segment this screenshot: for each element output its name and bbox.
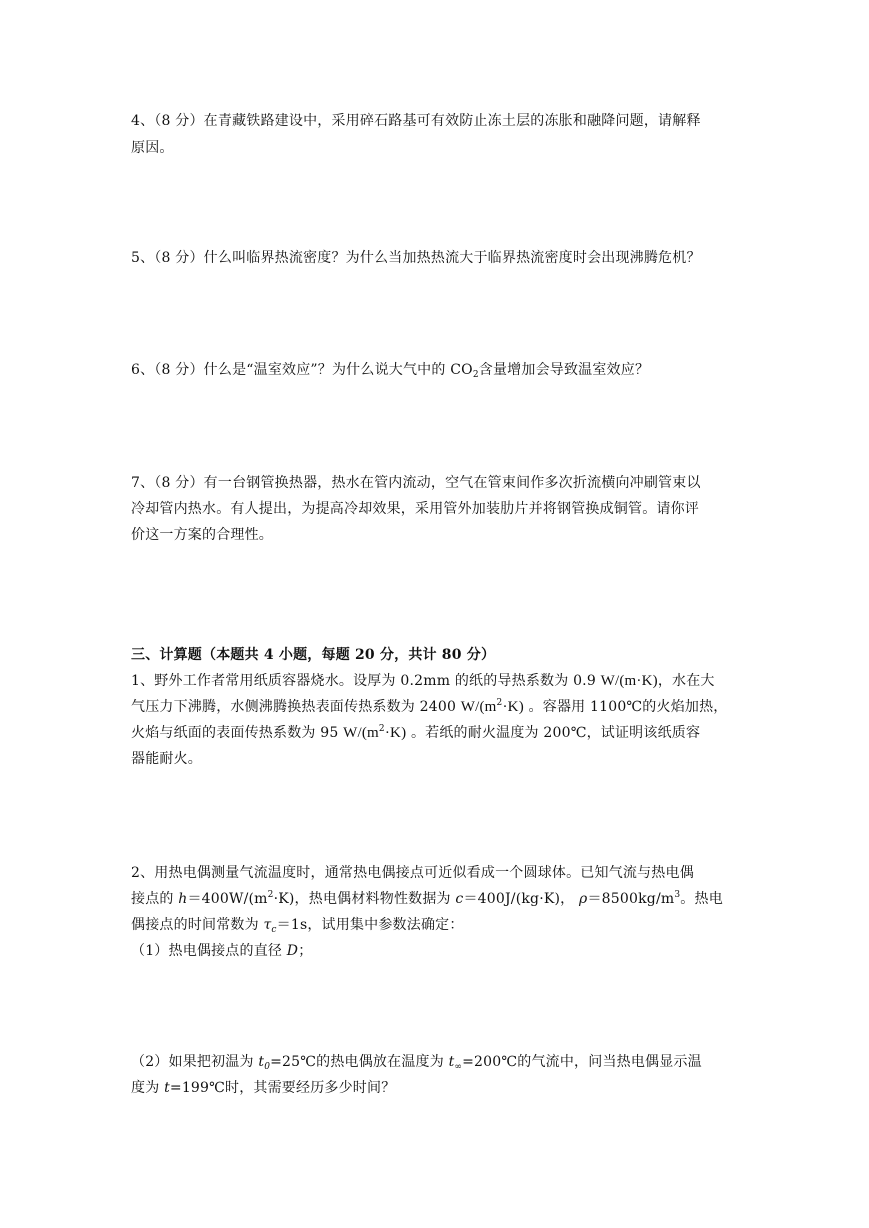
calc-2-l2-sup-1: 2 [267, 890, 274, 900]
calc-2-part-2-text-b: =25℃的热电偶放在温度为 [270, 1054, 449, 1070]
calc-1-line-3 [131, 723, 700, 743]
question-7-line-2: 冷却管内热水。有人提出，为提高冷却效果，采用管外加装肋片并将钢管换成铜管。请你评 [131, 501, 699, 517]
calc-2-part-1 [131, 941, 312, 961]
calc-2-c-symbol: c [455, 891, 464, 907]
question-4-line-2: 原因。 [131, 140, 174, 156]
question-7-line-3: 价这一方案的合理性。 [131, 527, 273, 543]
calc-2-l2-text-c: ·K)，热电偶材料物性数据为 [273, 891, 456, 907]
calc-2-h-symbol: h [178, 891, 188, 907]
calc-2-tau-subscript: c [271, 925, 277, 935]
calc-2-part-2-line-2 [131, 1078, 395, 1098]
calc-1-l2-unit-b: ·K) [502, 699, 524, 715]
calc-1-l2-text-b: 。容器用 1100℃的火焰加热， [523, 699, 728, 715]
section-3-heading: 三、计算题（本题共 4 小题，每题 20 分，共计 80 分） [131, 647, 496, 663]
calc-1-line-1 [131, 671, 715, 691]
calc-2-l2-text-f: 。热电 [680, 891, 723, 907]
calc-2-t-symbol: t [164, 1080, 170, 1096]
calc-2-part-1-text-b: ； [298, 943, 313, 959]
question-6-text-b: 含量增加会导致温室效应？ [478, 362, 650, 378]
calc-2-rho-symbol: ρ [579, 891, 588, 907]
calc-1-l2-text-a: 气压力下沸腾，水侧沸腾换热表面传热系数为 2400 [131, 699, 461, 715]
question-4-line-1: 4、（8 分）在青藏铁路建设中，采用碎石路基可有效防止冻土层的冻胀和融降问题，请解释 [131, 113, 701, 129]
calc-2-l3-text-b: ＝1s，试用集中参数法确定： [276, 917, 464, 933]
calc-1-l3-unit-sup: 2 [378, 724, 385, 734]
calc-1-l2-unit-a: W/(m [460, 699, 497, 715]
calc-1-l2-unit-sup: 2 [496, 698, 503, 708]
calc-2-part-2-text-d: 度为 [131, 1080, 165, 1096]
calc-2-l2-text-a: 接点的 [131, 891, 179, 907]
calc-2-l2-text-d: ＝400J/(kg·K)， [463, 891, 580, 907]
calc-1-l1-text-a: 1、野外工作者常用纸质容器烧水。设厚为 0.2mm 的纸的导热系数为 0.9 [131, 673, 601, 689]
calc-2-part-2-text-c: =200℃的气流中，问当热电偶显示温 [462, 1054, 702, 1070]
question-6-co2-subscript: 2 [472, 370, 479, 380]
calc-2-t0-subscript: 0 [264, 1062, 271, 1072]
calc-2-l2-text-e: ＝8500kg/m [587, 891, 675, 907]
calc-2-part-2-text-a: （2）如果把初温为 [131, 1054, 259, 1070]
calc-1-l1-unit: W/(m·K) [600, 673, 658, 689]
calc-2-d-symbol: D [286, 943, 299, 959]
calc-1-l1-text-b: ，水在大 [657, 673, 715, 689]
calc-2-t0-symbol: t [258, 1054, 265, 1070]
calc-1-line-4: 器能耐火。 [131, 751, 202, 767]
calc-1-l3-text-a: 火焰与纸面的表面传热系数为 95 [131, 725, 344, 741]
calc-2-tinf-symbol: t [448, 1054, 455, 1070]
calc-2-part-2-text-e: =199℃时，其需要经历多少时间？ [169, 1080, 396, 1096]
calc-1-l3-unit-b: ·K) [384, 725, 407, 741]
calc-2-tinf-subscript: ∞ [454, 1062, 463, 1072]
calc-2-part-1-text-a: （1）热电偶接点的直径 [131, 943, 287, 959]
calc-2-line-1: 2、用热电偶测量气流温度时，通常热电偶接点可近似看成一个圆球体。已知气流与热电偶 [131, 865, 694, 881]
calc-2-l3-text-a: 偶接点的时间常数为 [131, 917, 264, 933]
question-5-line-1: 5、（8 分）什么叫临界热流密度？为什么当加热热流大于临界热流密度时会出现沸腾危机？ [131, 250, 701, 266]
calc-2-l2-sup-2: 3 [674, 890, 681, 900]
calc-2-l2-text-b: ＝400W/(m [187, 891, 268, 907]
calc-1-line-2 [131, 697, 728, 717]
question-7-line-1: 7、（8 分）有一台钢管换热器，热水在管内流动，空气在管束间作多次折流横向冲刷管束以 [131, 475, 701, 491]
calc-2-line-3 [131, 915, 464, 935]
calc-2-line-2 [131, 889, 723, 909]
question-6-line-1 [131, 360, 649, 380]
calc-1-l3-text-b: 。若纸的耐火温度为 200℃，试证明该纸质容 [406, 725, 701, 741]
question-6-text-a: 6、（8 分）什么是“温室效应”？为什么说大气中的 CO [131, 362, 473, 378]
calc-1-l3-unit-a: W/(m [343, 725, 379, 741]
calc-2-part-2-line-1 [131, 1052, 702, 1072]
calc-2-tau-symbol: τ [263, 917, 272, 933]
